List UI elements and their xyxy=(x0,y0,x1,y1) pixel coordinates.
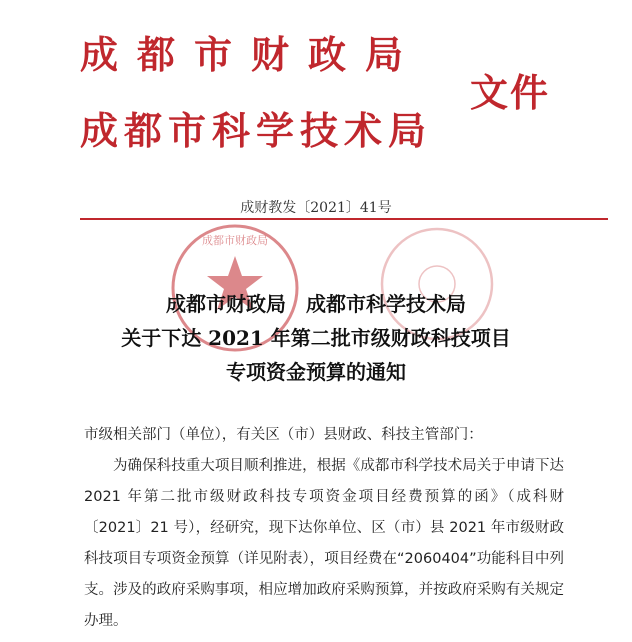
red-divider-line xyxy=(80,218,608,220)
issuer-name-finance-bureau: 成都市财政局 xyxy=(80,32,423,77)
body-paragraph-1: 为确保科技重大项目顺利推进，根据《成都市科学技术局关于申请下达 2021 年第二批市级财政科技专项资金项目经费预算的函》（成科财〔2021〕21 号），经研究，现下达你单位、区（市）县 2021 年市级财政科技项目专项资金预算（详见附表），项目经费在“2060404”功能科目中列支。涉及的政府采购事项，相应增加政府采购预算，并按政府采购有关规定办理。 xyxy=(84,458,564,629)
issuer-name-science-bureau: 成都市科学技术局 xyxy=(80,108,433,153)
document-type-label: 文件 xyxy=(470,70,551,115)
notice-title-line-3: 专项资金预算的通知 xyxy=(226,360,406,384)
document-number: 成财教发〔2021〕41号 xyxy=(240,200,392,216)
salutation: 市级相关部门（单位），有关区（市）县财政、科技主管部门： xyxy=(84,427,483,443)
notice-title-line-2: 关于下达 2021 年第二批市级财政科技项目 xyxy=(121,326,511,350)
seal-lettering: 成都市财政局 xyxy=(202,234,268,247)
notice-title-line-1: 成都市财政局 成都市科学技术局 xyxy=(166,292,466,316)
